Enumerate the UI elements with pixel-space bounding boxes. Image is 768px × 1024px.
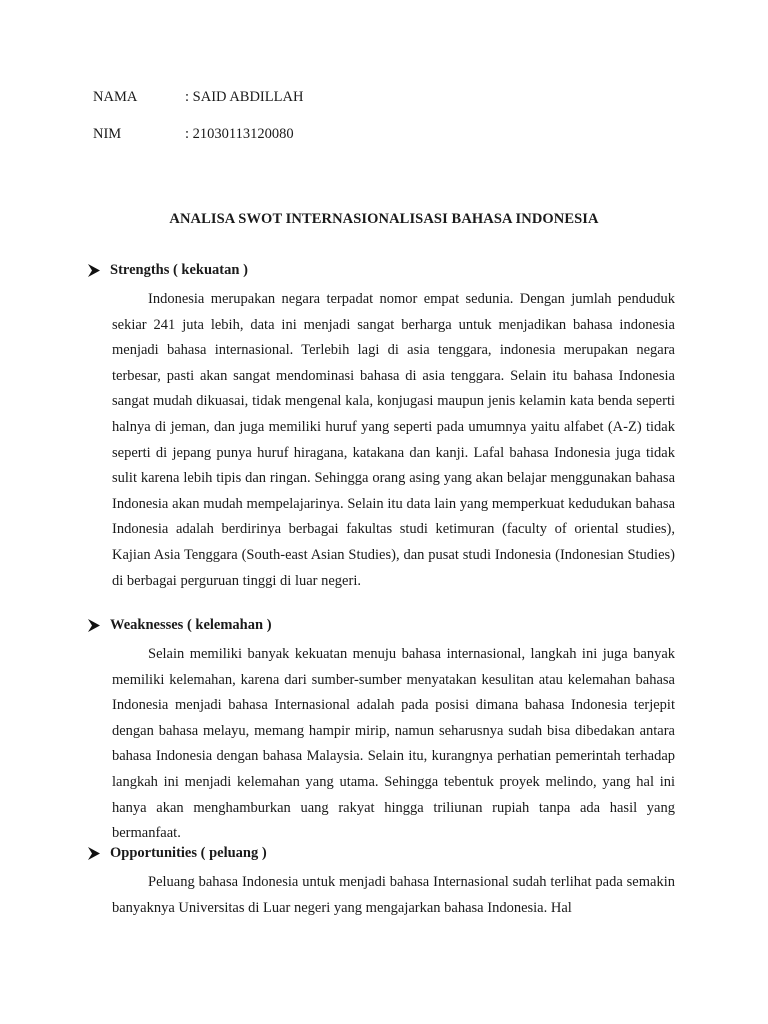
arrow-head-icon xyxy=(87,847,101,860)
nim-value: : 21030113120080 xyxy=(185,126,294,142)
section-body-weaknesses: Selain memiliki banyak kekuatan menuju bahasa internasional, langkah ini juga banyak memiliki kelemahan, karena dari sumber-sumber menyatakan kesulitan atau kelemahan bahasa Indonesia menjadi bahasa Internasional adalah pada posisi dimana bahasa Indonesia terjepit dengan bahasa melayu, memang hampir mirip, namun seharusnya sudah bisa dibedakan antara bahasa Indonesia dengan bahasa Malaysia. Selain itu, kurangnya perhatian pemerintah terhadap langkah ini menjadi kelemahan yang utama. Sehingga tebentuk proyek melindo, yang hal ini hanya akan menghamburkan uang rakyat hingga triliunan rupiah tanpa ada hasil yang bermanfaat. xyxy=(112,646,675,842)
nama-label: NAMA xyxy=(93,89,138,105)
document-title: ANALISA SWOT INTERNASIONALISASI BAHASA INDONESIA xyxy=(169,211,599,227)
section-heading-label: Weaknesses ( kelemahan ) xyxy=(110,617,272,633)
nama-value: : SAID ABDILLAH xyxy=(185,89,304,105)
section-heading-opportunities xyxy=(87,845,267,862)
section-heading-label: Strengths ( kekuatan ) xyxy=(110,262,248,278)
arrow-head-icon xyxy=(87,619,101,632)
nim-label: NIM xyxy=(93,126,122,142)
section-heading-label: Opportunities ( peluang ) xyxy=(110,845,267,861)
arrow-head-icon xyxy=(87,264,101,277)
section-heading-strengths xyxy=(87,262,248,279)
section-body-opportunities: Peluang bahasa Indonesia untuk menjadi bahasa Internasional sudah terlihat pada semakin banyaknya Universitas di Luar negeri yang mengajarkan bahasa Indonesia. Hal xyxy=(112,874,675,916)
section-body-strengths: Indonesia merupakan negara terpadat nomor empat sedunia. Dengan jumlah penduduk sekiar 241 juta lebih, data ini menjadi sangat berharga untuk menjadikan bahasa indonesia menjadi bahasa internasional. Terlebih lagi di asia tenggara, indonesia merupakan negara terbesar, pasti akan sangat mendominasi bahasa di asia tenggara. Selain itu bahasa Indonesia sangat mudah dikuasai, tidak mengenal kala, konjugasi maupun jenis kelamin kata benda seperti halnya di jeman, dan juga memiliki huruf yang seperti pada umumnya yaitu alfabet (A-Z) tidak seperti di jepang punya huruf hiragana, katakana dan kanji. Lafal bahasa Indonesia juga tidak sulit karena lebih tipis dan ringan. Sehingga orang asing yang akan belajar menggunakan bahasa Indonesia akan mudah mempelajarinya. Selain itu data lain yang memperkuat kedudukan bahasa Indonesia adalah berdirinya berbagai fakultas studi ketimuran (faculty of oriental studies), Kajian Asia Tenggara (South-east Asian Studies), dan pusat studi Indonesia (Indonesian Studies) di berbagai perguruan tinggi di luar negeri. xyxy=(112,291,675,589)
nama-row xyxy=(93,88,303,106)
nim-row xyxy=(93,125,294,143)
section-heading-weaknesses xyxy=(87,617,272,634)
